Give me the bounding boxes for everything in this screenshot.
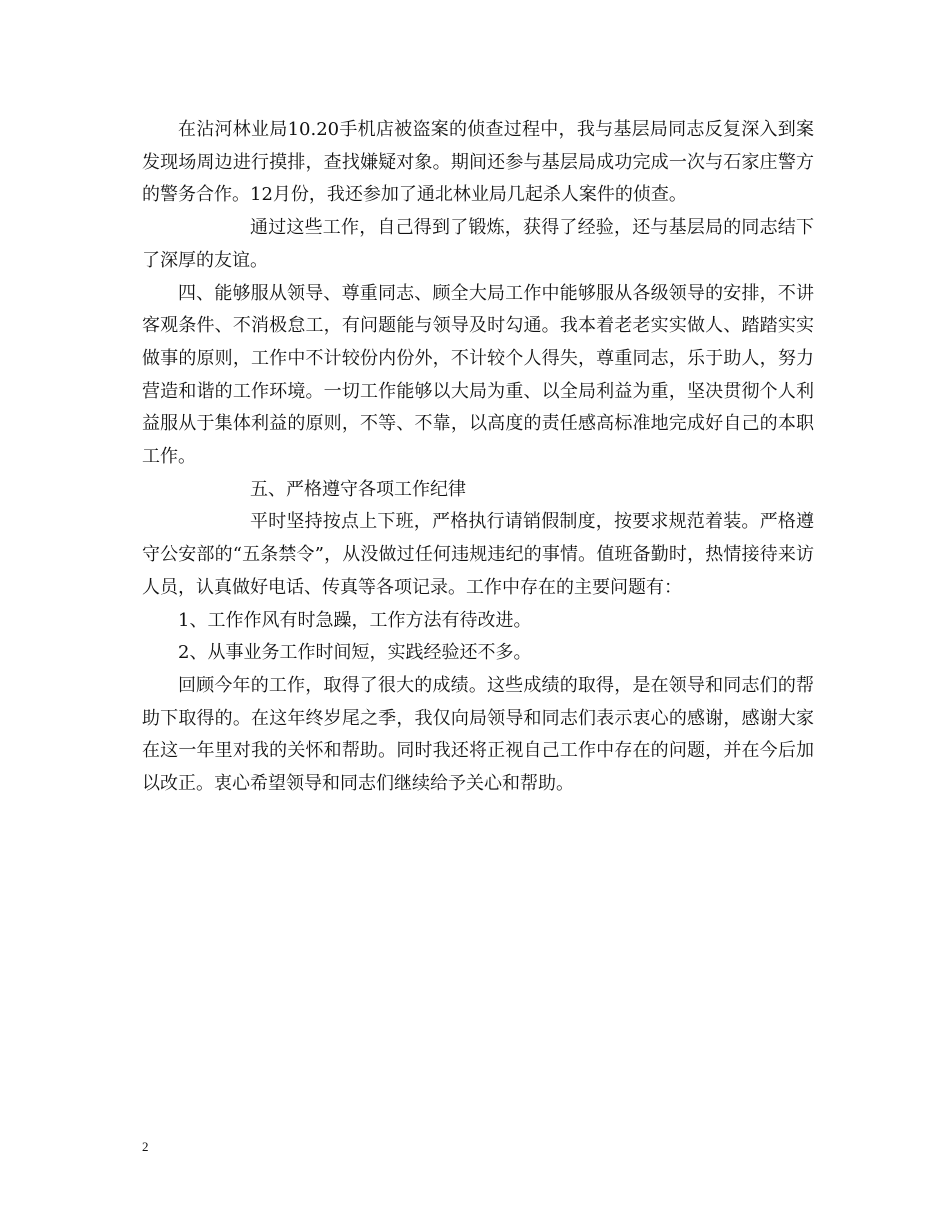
paragraph-obey-leadership: 四、能够服从领导、尊重同志、顾全大局工作中能够服从各级领导的安排，不讲客观条件、不消极怠工，有问题能与领导及时勾通。我本着老老实实做人、踏踏实实做事的原则，工作中不计较份内份外，不计较个人得失，尊重同志，乐于助人，努力营造和谐的工作环境。一切工作能够以大局为重、以全局利益为重，坚决贯彻个人利益服从于集体利益的原则，不等、不靠，以高度的责任感高标准地完成好自己的本职工作。: [142, 282, 814, 468]
paragraph-case-investigation: 在沾河林业局10.20手机店被盗案的侦查过程中，我与基层局同志反复深入到案发现场周边进行摸排，查找嫌疑对象。期间还参与基层局成功完成一次与石家庄警方的警务合作。12月份，我还参加了通北林业局几起杀人案件的侦查。: [142, 119, 814, 206]
paragraph-discipline-details: 平时坚持按点上下班，严格执行请销假制度，按要求规范着装。严格遵守公安部的“五条禁令”，从没做过任何违规违纪的事情。值班备勤时，热情接待来访人员，认真做好电话、传真等各项记录。工作中存在的主要问题有：: [142, 511, 814, 598]
section-heading-discipline: 五、严格遵守各项工作纪律: [250, 478, 466, 500]
page-number: 2: [142, 1139, 149, 1154]
paragraph-closing-thanks: 回顾今年的工作，取得了很大的成绩。这些成绩的取得，是在领导和同志们的帮助下取得的。在这年终岁尾之季，我仅向局领导和同志们表示衷心的感谢，感谢大家在这一年里对我的关怀和帮助。同时我还将正视自己工作中存在的问题，并在今后加以改正。衷心希望领导和同志们继续给予关心和帮助。: [142, 674, 814, 795]
document-body: [142, 114, 814, 801]
list-item-problem-1: 1、工作作风有时急躁，工作方法有待改进。: [178, 609, 532, 631]
paragraph-experience-gained: 通过这些工作，自己得到了锻炼，获得了经验，还与基层局的同志结下了深厚的友谊。: [142, 217, 814, 271]
list-item-problem-2: 2、从事业务工作时间短，实践经验还不多。: [178, 642, 532, 664]
